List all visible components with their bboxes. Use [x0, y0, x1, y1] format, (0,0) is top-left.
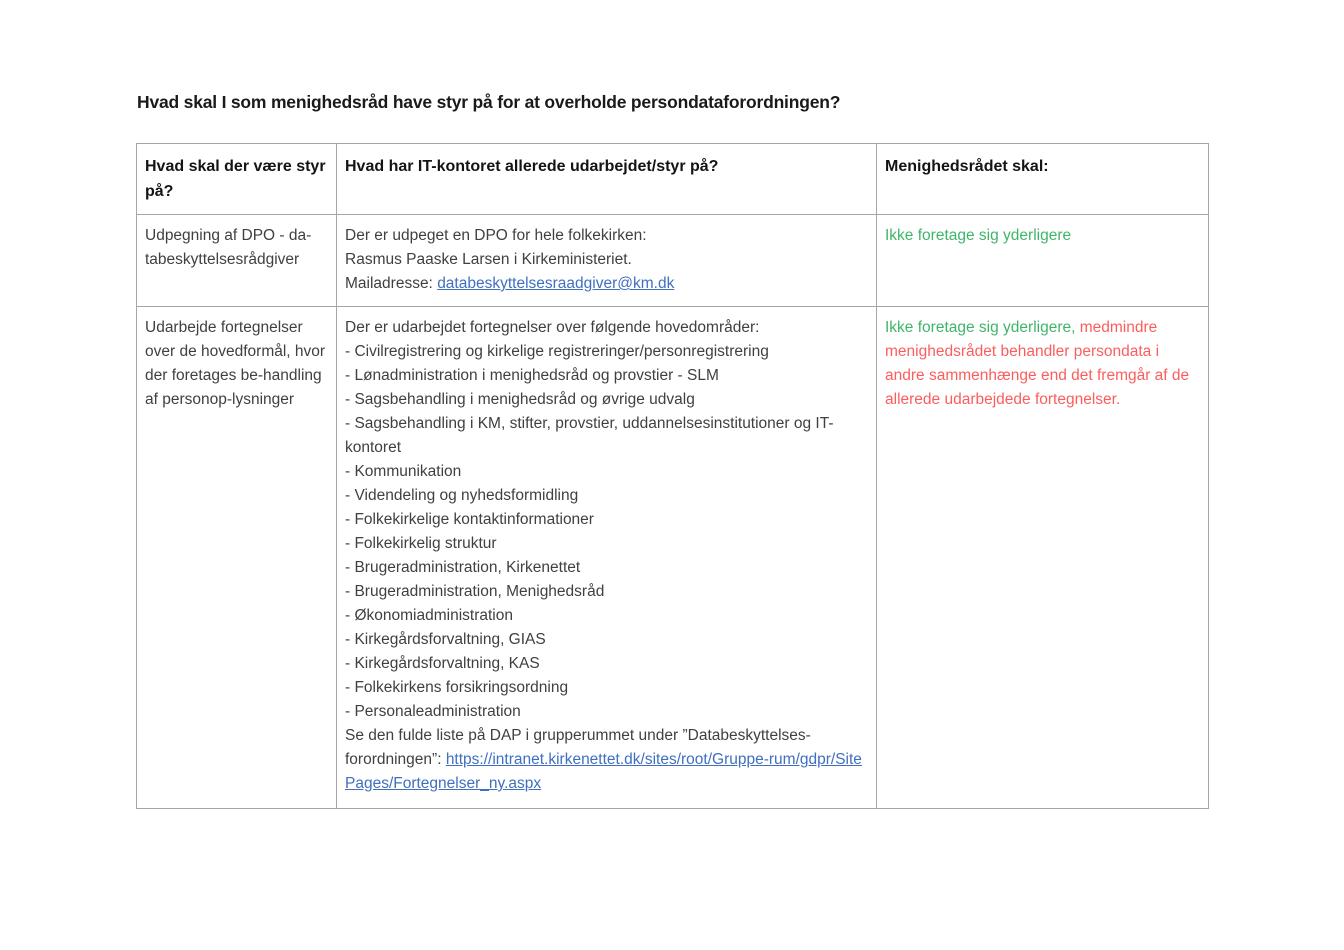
- dpo-line-1: Der er udpeget en DPO for hele folkekirken:: [345, 227, 647, 244]
- records-item: - Sagsbehandling i KM, stifter, provstier, uddannelsesinstitutioner og IT-kontoret: [345, 415, 834, 456]
- records-item: - Sagsbehandling i menighedsråd og øvrige udvalg: [345, 391, 695, 408]
- action-note-comma: ,: [1071, 319, 1076, 336]
- dpo-line-2: Rasmus Paaske Larsen i Kirkeministeriet.: [345, 251, 632, 268]
- records-item: - Økonomiadministration: [345, 607, 513, 624]
- full-list-label: Se den fulde liste på DAP i grupperummet under ”Databeskyttelses-forordningen”:: [345, 727, 811, 768]
- records-full-list-note: [345, 724, 868, 796]
- records-item: - Folkekirkelig struktur: [345, 535, 497, 552]
- page-title: Hvad skal I som menighedsråd have styr på for at overholde persondataforordningen?: [137, 92, 841, 112]
- cell-topic-records-of-processing: Udarbejde fortegnelser over de hovedformål, hvor der foretages be-handling af personop-lysninger: [137, 307, 337, 809]
- table-row: [137, 215, 1209, 307]
- records-item: - Kirkegårdsforvaltning, KAS: [345, 655, 540, 672]
- records-item: - Brugeradministration, Menighedsråd: [345, 583, 605, 600]
- column-header-parish-council-must: Menighedsrådet skal:: [877, 144, 1209, 215]
- cell-topic-dpo-appointment: Udpegning af DPO - da-tabeskyttelsesrådgiver: [137, 215, 337, 307]
- table-row: [137, 307, 1209, 809]
- action-note-green: Ikke foretage sig yderligere: [885, 227, 1072, 244]
- records-list-url-link[interactable]: https://intranet.kirkenettet.dk/sites/root/Gruppe-rum/gdpr/SitePages/Fortegnelser_ny.aspx: [345, 751, 862, 792]
- cell-it-office-records-list: [337, 307, 877, 809]
- records-item: - Kommunikation: [345, 463, 462, 480]
- cell-council-action-dpo: [877, 215, 1209, 307]
- records-item: - Civilregistrering og kirkelige registreringer/personregistrering: [345, 343, 769, 360]
- dpo-line-3: [345, 272, 868, 296]
- gdpr-overview-table: [136, 143, 1209, 809]
- cell-it-office-dpo-details: [337, 215, 877, 307]
- action-note-red: medmindre menighedsrådet behandler persondata i andre sammenhænge end det fremgår af de allerede udarbejdede fortegnelser.: [885, 319, 1190, 408]
- records-item: - Folkekirkens forsikringsordning: [345, 679, 569, 696]
- records-item: - Kirkegårdsforvaltning, GIAS: [345, 631, 546, 648]
- records-item: - Videndeling og nyhedsformidling: [345, 487, 579, 504]
- column-header-it-office-done: Hvad har IT-kontoret allerede udarbejdet/styr på?: [337, 144, 877, 215]
- dpo-email-link[interactable]: databeskyttelsesraadgiver@km.dk: [437, 275, 675, 292]
- records-item: - Brugeradministration, Kirkenettet: [345, 559, 581, 576]
- mail-label: Mailadresse:: [345, 275, 438, 292]
- records-item: - Lønadministration i menighedsråd og provstier - SLM: [345, 367, 719, 384]
- table-header-row: [137, 144, 1209, 215]
- records-intro: Der er udarbejdet fortegnelser over følgende hovedområder:: [345, 319, 760, 336]
- cell-council-action-records: [877, 307, 1209, 809]
- column-header-what-to-control: Hvad skal der være styr på?: [137, 144, 337, 215]
- records-item: - Folkekirkelige kontaktinformationer: [345, 511, 594, 528]
- action-note-green: Ikke foretage sig yderligere: [885, 319, 1072, 336]
- records-item: - Personaleadministration: [345, 703, 521, 720]
